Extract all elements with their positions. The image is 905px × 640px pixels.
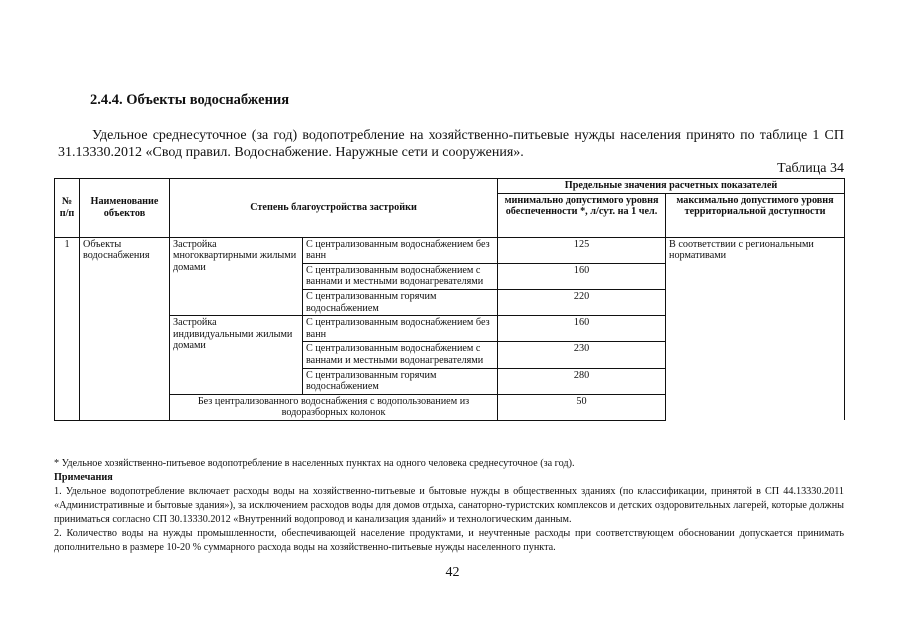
notes-title: Примечания (54, 472, 113, 483)
note-2: 2. Количество воды на нужды промышленности, обеспечивающей население продуктами, и неучтенные расходы при соответствующем обосновании допускается принимать дополнительно в размере 10-20 % суммарного расхода воды на хозяйственно-питьевые нужды населенного пункта. (54, 528, 844, 553)
header-degree: Степень благоустройства застройки (170, 179, 498, 238)
header-max: максимально допустимого уровня территориальной доступности (666, 193, 845, 237)
header-limits: Предельные значения расчетных показателей (498, 179, 845, 194)
header-name: Наименование объектов (80, 179, 170, 238)
water-supply-table (54, 178, 845, 421)
object-name: Объекты водоснабжения (80, 237, 170, 420)
notes-block (54, 457, 844, 555)
improvement-desc: С централизованным водоснабжением с ваннами и местными водонагревателями (303, 263, 498, 289)
improvement-desc: С централизованным водоснабжением с ваннами и местными водонагревателями (303, 342, 498, 368)
min-value: 125 (498, 237, 666, 263)
row-number: 1 (55, 237, 80, 420)
min-value: 160 (498, 316, 666, 342)
improvement-desc: С централизованным водоснабжением без ванн (303, 316, 498, 342)
improvement-desc: Без централизованного водоснабжения с водопользованием из водоразборных колонок (170, 394, 498, 420)
intro-paragraph: Удельное среднесуточное (за год) водопотребление на хозяйственно-питьевые нужды населения принято по таблице 1 СП 31.13330.2012 «Свод правил. Водоснабжение. Наружные сети и сооружения». (58, 128, 844, 160)
min-value: 50 (498, 394, 666, 420)
group-label: Застройка многоквартирными жилыми домами (170, 237, 303, 316)
header-num: № п/п (55, 179, 80, 238)
max-accessibility-note: В соответствии с региональными нормативами (666, 237, 845, 420)
min-value: 230 (498, 342, 666, 368)
min-value: 160 (498, 263, 666, 289)
section-heading: 2.4.4. Объекты водоснабжения (90, 92, 290, 108)
note-1: 1. Удельное водопотребление включает расходы воды на хозяйственно-питьевые и бытовые нужды в общественных зданиях (по классификации, принятой в СП 44.13330.2011 «Административные и бытовые здания»), за исключением расходов воды для домов отдыха, санаторно-туристских комплексов и детских оздоровительных лагерей, которые должны приниматься согласно СП 30.13330.2012 «Внутренний водопровод и канализация зданий» и технологическим данным. (54, 486, 844, 525)
min-value: 220 (498, 289, 666, 315)
group-label: Застройка индивидуальными жилыми домами (170, 316, 303, 395)
min-value: 280 (498, 368, 666, 394)
footnote: * Удельное хозяйственно-питьевое водопотребление в населенных пунктах на одного человека среднесуточное (за год). (54, 458, 575, 469)
page-number: 42 (445, 565, 460, 580)
table-row (55, 237, 845, 263)
improvement-desc: С централизованным горячим водоснабжением (303, 289, 498, 315)
header-min: минимально допустимого уровня обеспеченности *, л/сут. на 1 чел. (498, 193, 666, 237)
table-caption: Таблица 34 (777, 161, 844, 176)
improvement-desc: С централизованным горячим водоснабжением (303, 368, 498, 394)
improvement-desc: С централизованным водоснабжением без ванн (303, 237, 498, 263)
